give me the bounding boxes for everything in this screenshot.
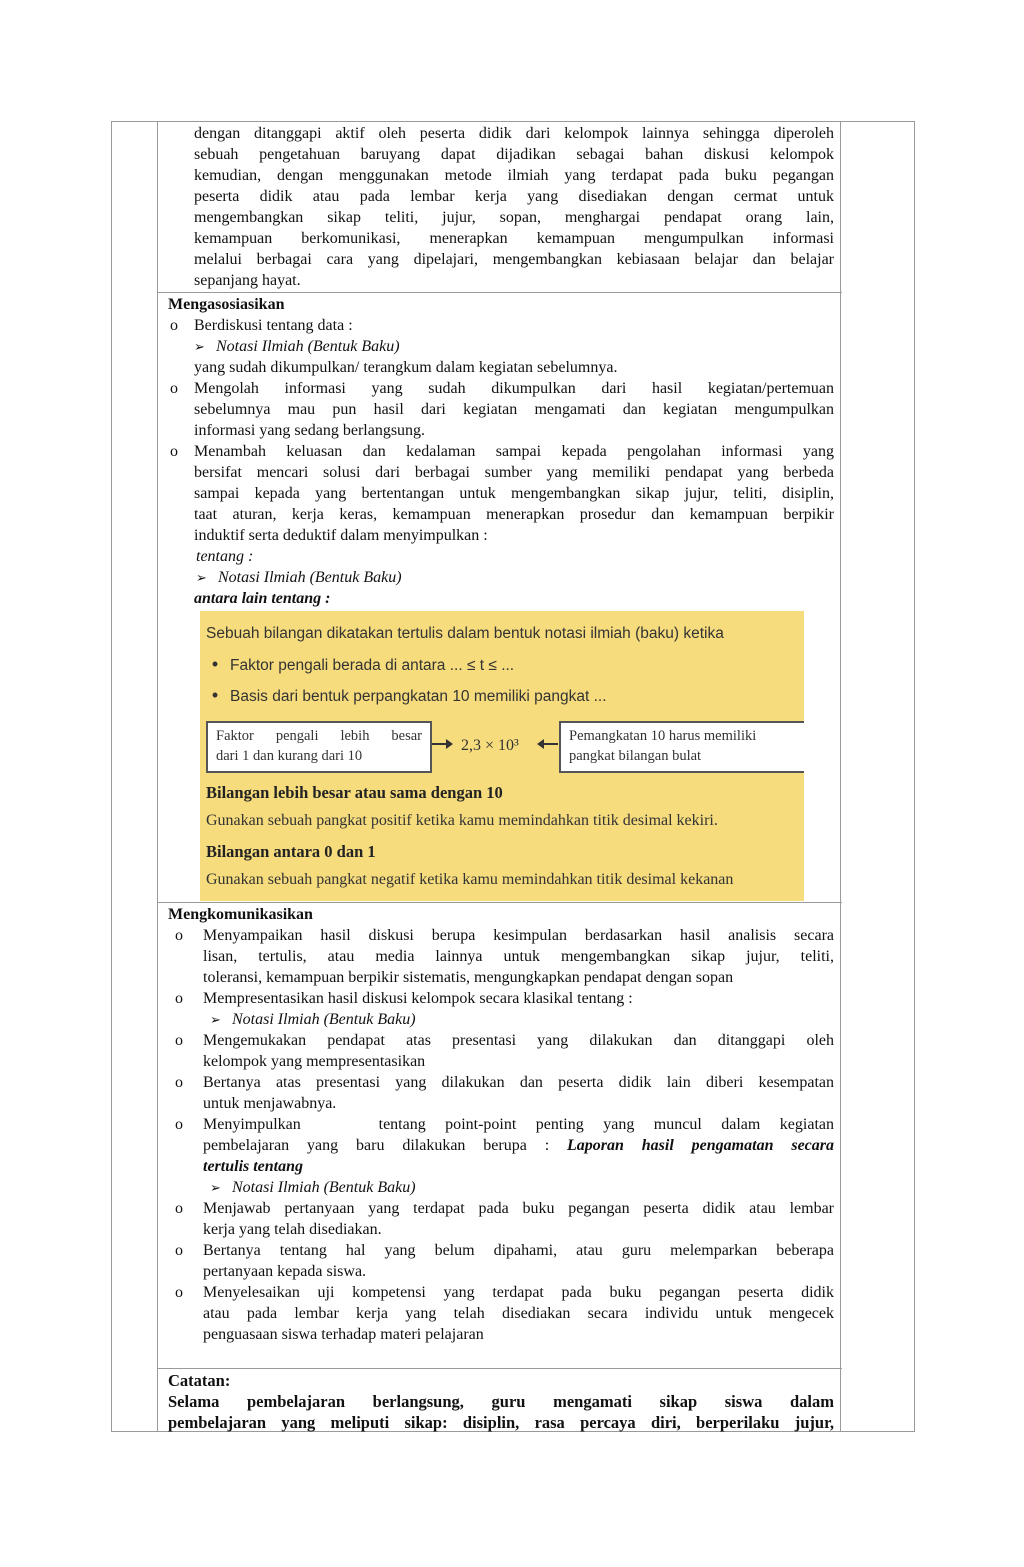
list-item (158, 441, 842, 609)
list-item-line: toleransi, kemampuan berpikir sistematis, mengungkapkan pendapat dengan sopan (203, 969, 734, 986)
list-item-line: Menyimpulkan tentang point-point penting yang muncul dalam kegiatan (203, 1116, 834, 1133)
list-item-line: atau pada lembar kerja yang telah disediakan secara individu untuk mengecek (203, 1305, 834, 1322)
figure-intro: Sebuah bilangan dikatakan tertulis dalam bentuk notasi ilmiah (baku) ketika (206, 625, 724, 642)
list-item (158, 315, 842, 336)
list-item-text: Mempresentasikan hasil diskusi kelompok secara klasikal tentang : (203, 990, 633, 1007)
section-mengkomunikasikan (158, 903, 842, 1369)
report-label-cont: tertulis tentang (203, 1158, 304, 1175)
list-item-line (203, 1135, 834, 1156)
lesson-table (111, 121, 915, 1432)
tentang-label: tentang : (196, 548, 254, 565)
catatan-line: Selama pembelajaran berlangsung, guru mengamati sikap siswa dalam (168, 1392, 834, 1411)
list-item-line: bersifat mencari solusi dari berbagai sumber yang memiliki pendapat yang berbeda (194, 464, 834, 481)
bullet-dot-icon: • (211, 685, 219, 705)
list-item-line: kelompok yang mempresentasikan (203, 1053, 426, 1070)
bullet-dot-icon: • (211, 654, 219, 674)
list-item-line: Mengemukakan pendapat atas presentasi yang dilakukan dan ditanggapi oleh (203, 1032, 834, 1049)
list-item-text: Berdiskusi tentang data : (194, 317, 353, 334)
list-item (158, 1030, 842, 1072)
report-label: Laporan hasil pengamatan secara (567, 1137, 834, 1154)
figure-subheading: Bilangan antara 0 dan 1 (206, 842, 376, 861)
box-line: Pemangkatan 10 harus memiliki (569, 728, 757, 744)
bullet-marker: o (175, 1242, 183, 1259)
bullet-marker: o (175, 927, 183, 944)
sub-item (194, 567, 834, 588)
catatan-line: pembelajaran yang meliputi sikap: disiplin, rasa percaya diri, berperilaku jujur, (168, 1413, 834, 1432)
section-catatan (158, 1369, 842, 1433)
box-line: Faktor pengali lebih besar (216, 728, 422, 744)
sub-item (158, 1009, 842, 1030)
arrow-bullet-icon: ➢ (210, 1180, 221, 1195)
table-right-column (840, 122, 914, 1431)
bullet-marker: o (175, 1284, 183, 1301)
paragraph-line: melalui berbagai cara yang dipelajari, mengembangkan kebiasaan belajar dan belajar (194, 251, 834, 268)
list-item-line: sebelumnya mau pun hasil dari kegiatan mengamati dan kegiatan mengumpulkan (194, 401, 834, 418)
section-mengasosiasikan (158, 293, 842, 903)
paragraph-line: mengembangkan sikap teliti, jujur, sopan, menghargai pendapat orang lain, (194, 209, 834, 226)
sub-item-text: Notasi Ilmiah (Bentuk Baku) (216, 338, 400, 355)
list-item-line: Menyelesaikan uji kompetensi yang terdapat pada buku pegangan peserta didik (203, 1284, 834, 1301)
arrow-bullet-icon: ➢ (194, 339, 205, 354)
figure-bullet (200, 685, 607, 707)
paragraph-line: sebuah pengetahuan baruyang dapat dijadikan sebagai bahan diskusi kelompok (194, 146, 834, 163)
antara-lain-label: antara lain tentang : (194, 590, 331, 607)
list-item-line: Menyampaikan hasil diskusi berupa kesimpulan berdasarkan hasil analisis secara (203, 927, 834, 944)
bullet-marker: o (175, 1116, 183, 1133)
list-item (158, 1072, 842, 1114)
bullet-marker: o (170, 317, 178, 334)
arrow-right-icon (432, 736, 454, 752)
section-heading: Mengkomunikasikan (168, 906, 313, 923)
list-item (158, 988, 842, 1009)
list-item-line: Bertanya atas presentasi yang dilakukan dan peserta didik lain diberi kesempatan (203, 1074, 834, 1091)
list-item (158, 1240, 842, 1282)
paragraph-line: peserta didik atau pada lembar kerja yang disediakan dengan cermat untuk (194, 188, 834, 205)
list-item-line: sampai kepada yang bertentangan untuk mengembangkan sikap jujur, teliti, disiplin, (194, 485, 834, 502)
box-line: pangkat bilangan bulat (569, 748, 702, 764)
list-item (158, 1198, 842, 1240)
list-item (158, 925, 842, 988)
list-item-line: pertanyaan kepada siswa. (203, 1263, 367, 1280)
list-item-line: taat aturan, kerja keras, kemampuan menerapkan prosedur dan kemampuan berpikir (194, 506, 834, 523)
list-item-line: lisan, tertulis, atau media lainnya untuk mengembangkan sikap jujur, teliti, (203, 948, 834, 965)
list-item-line: induktif serta deduktif dalam menyimpulkan : (194, 527, 488, 544)
bullet-marker: o (175, 1074, 183, 1091)
bullet-marker: o (175, 1200, 183, 1217)
figure-bullet-text: Faktor pengali berada di antara ... ≤ t ≤ ... (230, 657, 515, 674)
sub-item-text: Notasi Ilmiah (Bentuk Baku) (218, 569, 402, 586)
list-item-line: Mengolah informasi yang sudah dikumpulkan dari hasil kegiatan/pertemuan (194, 380, 834, 397)
paragraph-line: sepanjang hayat. (194, 272, 301, 289)
list-item-line: Bertanya tentang hal yang belum dipahami, atau guru melemparkan beberapa (203, 1242, 834, 1259)
arrow-left-icon (536, 736, 558, 752)
sub-item (158, 1177, 842, 1198)
bullet-marker: o (170, 380, 178, 397)
list-item (158, 378, 842, 441)
paragraph-line: kemampuan berkomunikasi, menerapkan kemampuan mengumpulkan informasi (194, 230, 834, 247)
figure-bullet (200, 654, 514, 676)
figure-bullet-text: Basis dari bentuk perpangkatan 10 memiliki pangkat ... (230, 688, 607, 705)
sub-item-text: Notasi Ilmiah (Bentuk Baku) (232, 1179, 416, 1196)
list-item-line: Menambah keluasan dan kedalaman sampai kepada pengolahan informasi yang (194, 443, 834, 460)
factor-description-box (206, 721, 432, 773)
figure-subheading: Bilangan lebih besar atau sama dengan 10 (206, 783, 503, 802)
figure-text: Gunakan sebuah pangkat positif ketika kamu memindahkan titik desimal kekiri. (206, 812, 718, 829)
scientific-expression: 2,3 × 10³ (461, 737, 519, 754)
box-line: dari 1 dan kurang dari 10 (216, 748, 363, 764)
figure-text: Gunakan sebuah pangkat negatif ketika kamu memindahkan titik desimal kekanan (206, 871, 734, 888)
scientific-notation-figure (200, 611, 804, 901)
list-item-text: pembelajaran yang baru dilakukan berupa : (203, 1137, 568, 1154)
bullet-marker: o (175, 1032, 183, 1049)
bullet-marker: o (175, 990, 183, 1007)
section-heading: Mengasosiasikan (168, 296, 285, 313)
table-content-column (158, 122, 842, 1431)
table-left-column (112, 122, 158, 1431)
list-item-line: penguasaan siswa terhadap materi pelajaran (203, 1326, 484, 1343)
list-item-line: kerja yang telah disediakan. (203, 1221, 382, 1238)
section-top-paragraph (158, 122, 842, 293)
list-item-line: untuk menjawabnya. (203, 1095, 337, 1112)
arrow-bullet-icon: ➢ (210, 1012, 221, 1027)
power-description-box (559, 721, 804, 773)
paragraph-line: kemudian, dengan menggunakan metode ilmiah yang terdapat pada buku pegangan (194, 167, 834, 184)
bullet-marker: o (170, 443, 178, 460)
sub-item (158, 336, 842, 357)
paragraph-line: dengan ditanggapi aktif oleh peserta didik dari kelompok lainnya sehingga diperoleh (194, 125, 834, 142)
arrow-bullet-icon: ➢ (196, 570, 207, 585)
list-item-line: informasi yang sedang berlangsung. (194, 422, 426, 439)
list-item-line: Menjawab pertanyaan yang terdapat pada buku pegangan peserta didik atau lembar (203, 1200, 834, 1217)
sub-item-text: Notasi Ilmiah (Bentuk Baku) (232, 1011, 416, 1028)
list-item (158, 1114, 842, 1177)
list-item-continuation: yang sudah dikumpulkan/ terangkum dalam kegiatan sebelumnya. (194, 359, 618, 376)
list-item (158, 1282, 842, 1345)
section-heading: Catatan: (168, 1371, 231, 1390)
